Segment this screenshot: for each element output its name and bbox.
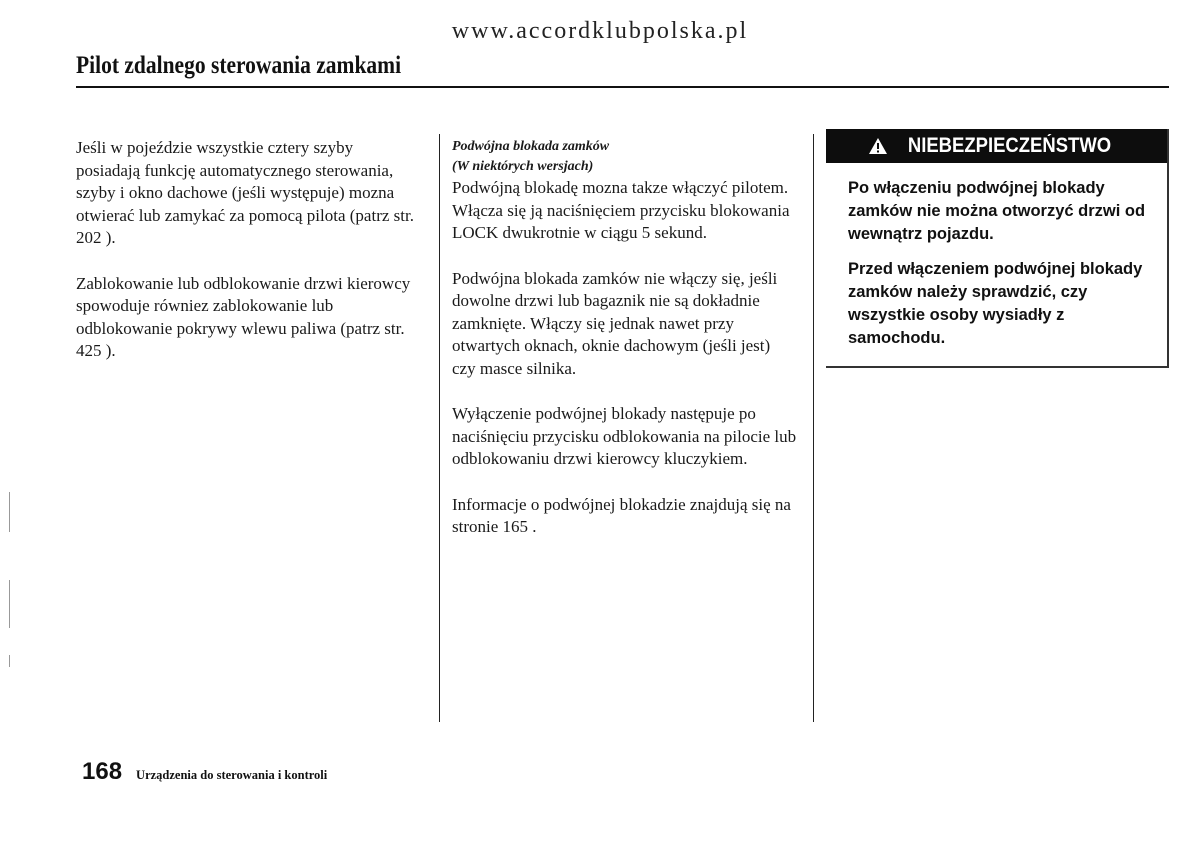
danger-warning-box xyxy=(826,129,1169,368)
warning-paragraph-1: Po włączeniu podwójnej blokady zamków nie można otworzyć drzwi od wewnątrz pojazdu. xyxy=(848,179,1146,243)
page-number: 168 xyxy=(82,758,123,785)
danger-warning-body xyxy=(826,163,1167,350)
danger-warning-header xyxy=(826,129,1167,163)
margin-mark xyxy=(9,492,10,532)
danger-warning-label: NIEBEZPIECZEŃSTWO xyxy=(907,134,1112,157)
middle-paragraph-2: Podwójna blokada zamków nie włączy się, jeśli dowolne drzwi lub bagaznik nie są dokładnie zamknięte. Włączy się jednak nawet przy otwartych oknach, oknie dachowym (jeśli jest) czy masce silnika. xyxy=(452,268,778,378)
warning-triangle-icon xyxy=(868,137,888,155)
middle-paragraph-4: Informacje o podwójnej blokadzie znajdują się na stronie 165 . xyxy=(452,494,791,536)
left-paragraph-1: Jeśli w pojeździe wszystkie cztery szyby posiadają funkcję automatycznego sterowania, szyby i okno dachowe (jeśli występuje) mozna otwierać lub zamykać za pomocą pilota (patrz str. 202 ). xyxy=(76,138,414,247)
section-subheading: (W niektórych wersjach) xyxy=(452,159,594,174)
page-footer xyxy=(82,758,327,786)
watermark-url: www.accordklubpolska.pl xyxy=(451,18,749,44)
middle-paragraph-1: Podwójną blokadę mozna takze włączyć pilotem. Włącza się ją naciśnięciem przycisku blokowania LOCK dwukrotnie w ciągu 5 sekund. xyxy=(452,178,790,242)
left-paragraph-2: Zablokowanie lub odblokowanie drzwi kierowcy spowoduje równiez zablokowanie lub odblokowanie pokrywy wlewu paliwa (patrz str. 425 ). xyxy=(76,273,411,360)
page-title: Pilot zdalnego sterowania zamkami xyxy=(76,52,402,79)
margin-mark xyxy=(9,655,10,667)
middle-column xyxy=(452,137,797,562)
column-divider-left xyxy=(439,134,440,722)
warning-paragraph-2: Przed włączeniem podwójnej blokady zamków należy sprawdzić, czy wszystkie osoby wysiadły z samochodu. xyxy=(848,260,1143,347)
middle-paragraph-3: Wyłączenie podwójnej blokady następuje po naciśnięciu przycisku odblokowania na pilocie lub odblokowaniu drzwi kierowcy kluczykiem. xyxy=(452,404,797,468)
column-divider-right xyxy=(813,134,814,722)
header-rule xyxy=(76,86,1169,88)
margin-mark xyxy=(9,580,10,628)
left-column xyxy=(76,137,416,386)
section-name: Urządzenia do sterowania i kontroli xyxy=(136,768,328,782)
section-heading: Podwójna blokada zamków xyxy=(452,139,610,154)
